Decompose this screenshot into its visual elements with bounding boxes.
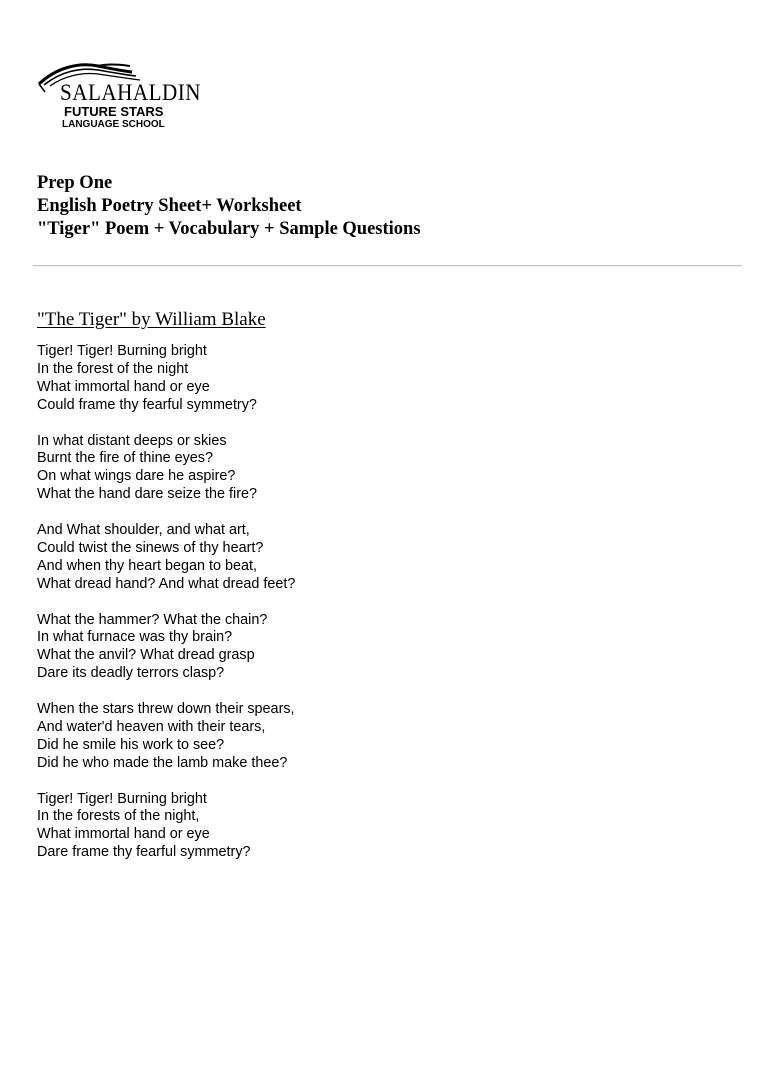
school-logo — [36, 58, 201, 136]
poem-line: Burnt the fire of thine eyes? — [37, 450, 213, 467]
poem-line: What the hammer? What the chain? — [37, 611, 268, 628]
header-line-grade: Prep One — [37, 173, 113, 193]
poem-line: What the hand dare seize the fire? — [37, 486, 257, 503]
poem-line: Tiger! Tiger! Burning bright — [37, 790, 207, 807]
poem-line: On what wings dare he aspire? — [37, 468, 236, 485]
poem-line: Could twist the sinews of thy heart? — [37, 539, 264, 556]
poem-stanza — [37, 791, 295, 863]
poem-body — [37, 343, 295, 880]
poem-line: Could frame thy fearful symmetry? — [37, 396, 257, 413]
poem-title: "The Tiger" by William Blake — [37, 309, 266, 330]
header-line-subject: English Poetry Sheet+ Worksheet — [37, 196, 302, 216]
poem-line: In what distant deeps or skies — [37, 432, 227, 449]
document-header — [37, 172, 421, 241]
poem-line: What dread hand? And what dread feet? — [37, 575, 296, 592]
poem-line: And when thy heart began to beat, — [37, 557, 258, 574]
poem-stanza — [37, 433, 295, 505]
poem-line: Did he smile his work to see? — [37, 736, 225, 753]
poem-line: When the stars threw down their spears, — [37, 701, 295, 718]
poem-line: What immortal hand or eye — [37, 378, 210, 395]
poem-line: And water'd heaven with their tears, — [37, 718, 266, 735]
poem-line: In the forest of the night — [37, 360, 189, 377]
poem-line: And What shoulder, and what art, — [37, 522, 250, 539]
poem-line: In the forests of the night, — [37, 808, 200, 825]
logo-line3: LANGUAGE SCHOOL — [62, 119, 165, 130]
poem-line: Tiger! Tiger! Burning bright — [37, 343, 207, 359]
poem-line: In what furnace was thy brain? — [37, 629, 233, 646]
poem-stanza — [37, 343, 295, 415]
poem-line: Dare frame thy fearful symmetry? — [37, 844, 251, 861]
poem-stanza — [37, 522, 295, 594]
header-line-contents: "Tiger" Poem + Vocabulary + Sample Questions — [37, 219, 421, 239]
poem-line: What the anvil? What dread grasp — [37, 647, 255, 664]
poem-line: Did he who made the lamb make thee? — [37, 754, 288, 771]
poem-stanza — [37, 612, 295, 684]
logo-school-name: SALAHALDIN — [60, 80, 201, 105]
poem-line: What immortal hand or eye — [37, 826, 210, 843]
horizontal-divider — [33, 265, 742, 267]
poem-stanza — [37, 701, 295, 773]
poem-line: Dare its deadly terrors clasp? — [37, 665, 225, 682]
logo-line2: FUTURE STARS — [64, 104, 164, 119]
